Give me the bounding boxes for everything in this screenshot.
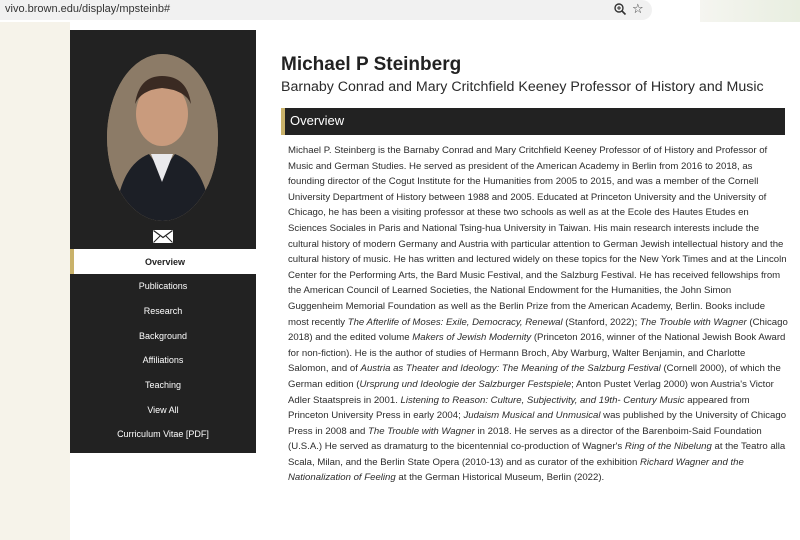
browser-toolbar — [0, 0, 800, 22]
profile-nav — [70, 249, 256, 447]
bio-text: appeared from Princeton University Press in early 2004; — [288, 394, 750, 422]
toolbar-background — [700, 0, 800, 22]
zoom-icon[interactable] — [613, 2, 627, 16]
nav-background[interactable]: Background — [138, 330, 188, 341]
bookmark-star-icon[interactable]: ☆ — [632, 1, 644, 16]
bio-text: was published by the University of Chicago Press in 2008 and — [288, 410, 787, 437]
profile-title: Barnaby Conrad and Mary Critchfield Keeney Professor of History and Music — [281, 79, 764, 95]
exhibition-title: Richard Wagner and the Nationalization of Feeling — [288, 456, 744, 484]
bio-text: (Chicago 2018) and the edited volume — [288, 316, 788, 344]
bio-text: in 2018. He serves as a director of the Barenboim-Said Foundation (U.S.A.) He served as dramaturg to the bicentennial co-production of Wagner's — [288, 425, 762, 453]
book-title: Judaism Musical and Unmusical — [463, 410, 601, 422]
address-bar[interactable] — [0, 0, 652, 20]
overview-heading: Overview — [290, 113, 345, 128]
url-text[interactable]: vivo.brown.edu/display/mpsteinb# — [5, 3, 171, 15]
book-title: Listening to Reason: Culture, Subjectivity, and 19th- Century Music — [400, 394, 685, 406]
bio-text: at the German Historical Museum, Berlin (2022). — [395, 472, 605, 484]
book-title: The Trouble with Wagner — [368, 425, 475, 437]
bio-text: (Princeton 2016, winner of the National Jewish Book Award for non-fiction). He is the author of studies of Hermann Broch, Aby Warburg, Walter Benjamin, and Charlotte Salomon, and of — [288, 332, 786, 375]
bio-text: ; Anton Pustet Verlag 2000) won Austria's Victor Adler Staatspreis in 2001. — [288, 378, 774, 406]
nav-view-all[interactable]: View All — [147, 404, 179, 415]
book-title: Makers of Jewish Modernity — [412, 332, 532, 344]
work-title: Ring of the Nibelung — [624, 441, 712, 453]
bio-text: (Cornell 2000), of which the German edition ( — [288, 363, 781, 390]
nav-affiliations[interactable]: Affiliations — [142, 355, 184, 366]
bio-text: (Stanford, 2022); — [562, 316, 640, 328]
nav-teaching[interactable]: Teaching — [144, 380, 182, 391]
book-title: The Trouble with Wagner — [639, 316, 747, 328]
profile-photo — [107, 54, 218, 221]
profile-sidebar — [70, 30, 256, 453]
book-title: The Afterlife of Moses: Exile, Democracy, Renewal — [347, 316, 563, 328]
book-title: Austria as Theater and Ideology: The Meaning of the Salzburg Festival — [360, 363, 661, 375]
page-margin — [0, 22, 70, 540]
overview-text — [288, 143, 788, 486]
nav-overview[interactable]: Overview — [70, 249, 256, 274]
book-title: Ursprung und Ideologie der Salzburger Festspiele — [359, 378, 572, 390]
nav-research[interactable]: Research — [143, 306, 183, 317]
bio-text: at the Teatro alla Scala, Milan, and the Berlin State Opera (2010-13) and as curator of the exhibition — [288, 441, 786, 468]
overview-header — [281, 108, 785, 135]
nav-curriculum-vitae[interactable]: Curriculum Vitae [PDF] — [117, 429, 209, 440]
nav-publications[interactable]: Publications — [138, 281, 188, 292]
envelope-icon[interactable] — [153, 230, 173, 243]
bio-text: Michael P. Steinberg is the Barnaby Conrad and Mary Critchfield Keeney Professor of of History and Professor of Music and German Studies. He served as president of the American Academy in Berlin from 2016 to 2018, as founding director of the Cogut Institute for the Humanities from 2005 to 2015, and was a member of the Cornell University Department of History between 1988 and 2005. Educated at Princeton University and the University of Chicago, he has been a visiting professor at these two schools as well as at the Ecole des Hautes Etudes en Sciences Sociales in Paris and National Tsing-hua University in Taiwan. His main research interests include the cultural history of modern Germany and Austria with particular attention to German Jewish intellectual history and the cultural history of music. He has written and lectured widely on these topics for the New York Times and at the Lincoln Center for the Performing Arts, the Bard Music Festival, and the Salzburg Festival. He has received fellowships from the American Council of Learned Societies, the National Endowment for the Humanities, the John Simon Guggenheim Memorial Foundation as well as the Berlin Prize from the American Academy, Berlin. Books include most recently — [288, 145, 787, 328]
profile-name: Michael P Steinberg — [281, 54, 462, 75]
